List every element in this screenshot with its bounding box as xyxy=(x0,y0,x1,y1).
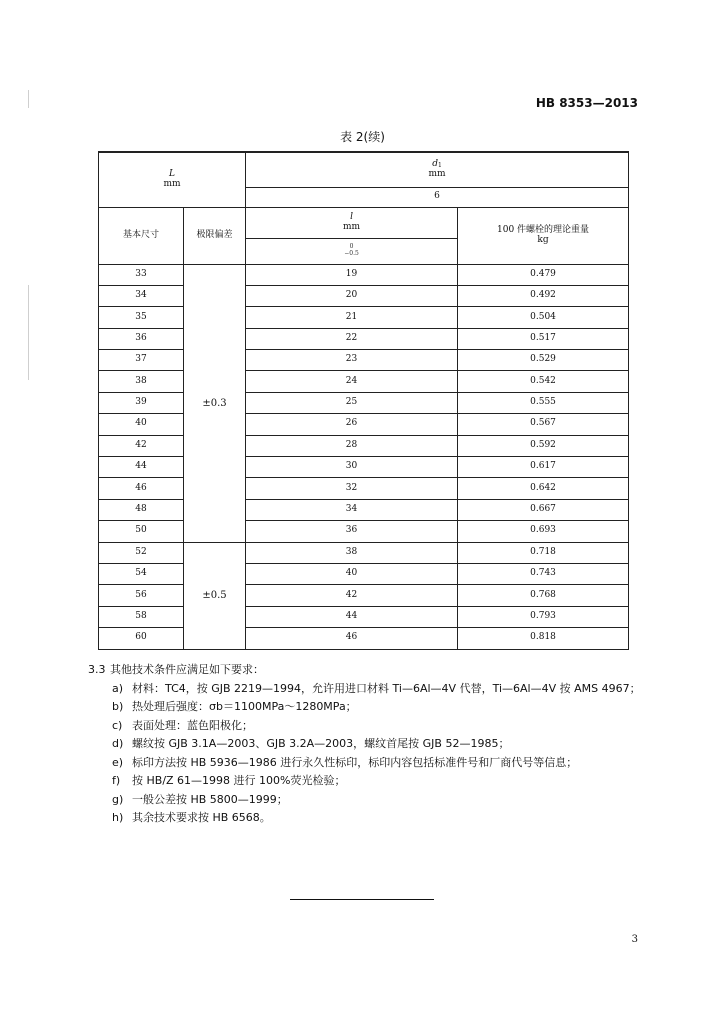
basic-size-cell: 35 xyxy=(99,307,184,328)
requirement-text: 热处理后强度：σb＝1100MPa～1280MPa； xyxy=(132,700,357,713)
table-row xyxy=(99,435,629,456)
requirement-item xyxy=(88,735,648,754)
basic-size-cell: 46 xyxy=(99,478,184,499)
thread-length-cell: 21 xyxy=(246,307,458,328)
weight-cell: 0.768 xyxy=(458,585,629,606)
basic-size-cell: 38 xyxy=(99,371,184,392)
d1-unit: mm xyxy=(428,168,446,179)
section-number: 3.3 xyxy=(88,663,106,676)
requirement-item xyxy=(88,717,648,736)
requirement-text: 其余技术要求按 HB 6568。 xyxy=(132,811,271,824)
weight-cell: 0.693 xyxy=(458,521,629,542)
requirement-label: a) xyxy=(112,681,124,695)
thread-length-cell: 24 xyxy=(246,371,458,392)
section-heading-text: 其他技术条件应满足如下要求： xyxy=(110,663,264,676)
requirement-item xyxy=(88,698,648,717)
weight-cell: 0.718 xyxy=(458,542,629,563)
requirement-label: g) xyxy=(112,792,124,806)
L-symbol: L xyxy=(169,168,175,179)
weight-cell: 0.555 xyxy=(458,392,629,413)
table-row xyxy=(99,264,629,285)
table-row xyxy=(99,328,629,349)
standard-code: HB 8353—2013 xyxy=(535,96,638,110)
requirement-item xyxy=(88,772,648,791)
l-tolerance-lower: −0.5 xyxy=(344,250,359,257)
requirement-text: 材料：TC4，按 GJB 2219—1994，允许用进口材料 Ti—6Al—4V 代替，Ti—6Al—4V 按 AMS 4967； xyxy=(132,681,641,695)
d1-header-cell xyxy=(246,152,629,187)
weight-cell: 0.479 xyxy=(458,264,629,285)
l-tolerance-cell xyxy=(246,238,458,264)
requirement-text: 表面处理：蓝色阳极化； xyxy=(132,718,253,732)
thread-length-cell: 42 xyxy=(246,585,458,606)
basic-size-cell: 37 xyxy=(99,350,184,371)
requirement-item xyxy=(88,791,648,810)
l-header-cell xyxy=(246,207,458,238)
weight-cell: 0.642 xyxy=(458,478,629,499)
weight-header-cell xyxy=(458,207,629,264)
requirement-item xyxy=(88,754,648,773)
table-row xyxy=(99,499,629,520)
requirements-heading xyxy=(88,661,648,680)
requirement-label: h) xyxy=(112,811,124,824)
basic-size-cell: 42 xyxy=(99,435,184,456)
thread-length-cell: 25 xyxy=(246,392,458,413)
basic-size-cell: 44 xyxy=(99,457,184,478)
requirement-label: c) xyxy=(112,718,123,732)
thread-length-cell: 36 xyxy=(246,521,458,542)
basic-size-cell: 50 xyxy=(99,521,184,542)
requirements-list xyxy=(88,680,648,828)
requirement-label: e) xyxy=(112,755,124,769)
table-row xyxy=(99,563,629,584)
thread-length-cell: 26 xyxy=(246,414,458,435)
basic-size-cell: 36 xyxy=(99,328,184,349)
weight-header-label: 100 件螺栓的理论重量 xyxy=(497,224,590,235)
d1-subscript: 1 xyxy=(437,161,442,169)
table-row xyxy=(99,478,629,499)
table-row xyxy=(99,307,629,328)
tolerance-cell: ±0.5 xyxy=(184,542,246,649)
L-header-cell xyxy=(99,152,246,207)
tolerance-cell: ±0.3 xyxy=(184,264,246,542)
thread-length-cell: 30 xyxy=(246,457,458,478)
thread-length-cell: 20 xyxy=(246,285,458,306)
basic-size-cell: 54 xyxy=(99,563,184,584)
table-row xyxy=(99,414,629,435)
basic-size-cell: 34 xyxy=(99,285,184,306)
l-tolerance-upper: 0 xyxy=(349,243,354,251)
weight-cell: 0.743 xyxy=(458,563,629,584)
requirement-text: 按 HB/Z 61—1998 进行 100%荧光检验； xyxy=(132,774,346,787)
spec-table xyxy=(98,151,629,650)
weight-cell: 0.529 xyxy=(458,350,629,371)
page-number: 3 xyxy=(631,934,638,945)
thread-length-cell: 22 xyxy=(246,328,458,349)
basic-size-cell: 58 xyxy=(99,606,184,627)
weight-cell: 0.492 xyxy=(458,285,629,306)
l-unit: mm xyxy=(342,221,361,232)
weight-cell: 0.617 xyxy=(458,457,629,478)
basic-size-cell: 48 xyxy=(99,499,184,520)
requirement-text: 螺纹按 GJB 3.1A—2003、GJB 3.2A—2003，螺纹首尾按 GJB 52—1985； xyxy=(132,737,510,750)
weight-cell: 0.567 xyxy=(458,414,629,435)
technical-requirements xyxy=(88,661,648,828)
requirement-label: d) xyxy=(112,737,124,750)
requirement-text: 标印方法按 HB 5936—1986 进行永久性标印，标印内容包括标准件号和厂商代号等信息； xyxy=(132,755,578,769)
table-row xyxy=(99,392,629,413)
requirement-item xyxy=(88,809,648,828)
requirement-text: 一般公差按 HB 5800—1999； xyxy=(132,792,288,806)
requirement-label: b) xyxy=(112,700,124,713)
weight-cell: 0.542 xyxy=(458,371,629,392)
weight-cell: 0.667 xyxy=(458,499,629,520)
requirement-item xyxy=(88,680,648,699)
scan-artifact-line xyxy=(28,285,29,380)
table-row xyxy=(99,350,629,371)
d1-value-cell: 6 xyxy=(246,187,629,207)
thread-length-cell: 38 xyxy=(246,542,458,563)
table-title: 表 2(续) xyxy=(340,130,385,144)
thread-length-cell: 28 xyxy=(246,435,458,456)
basic-size-cell: 52 xyxy=(99,542,184,563)
basic-size-cell: 39 xyxy=(99,392,184,413)
basic-size-cell: 60 xyxy=(99,628,184,649)
table-row xyxy=(99,371,629,392)
thread-length-cell: 46 xyxy=(246,628,458,649)
table-row xyxy=(99,285,629,306)
L-unit: mm xyxy=(163,178,181,189)
d1-symbol: d xyxy=(432,158,438,169)
thread-length-cell: 34 xyxy=(246,499,458,520)
weight-cell: 0.504 xyxy=(458,307,629,328)
footnote-rule xyxy=(290,899,434,900)
thread-length-cell: 32 xyxy=(246,478,458,499)
basic-size-cell: 33 xyxy=(99,264,184,285)
weight-unit: kg xyxy=(537,234,549,245)
weight-cell: 0.517 xyxy=(458,328,629,349)
basic-size-cell: 40 xyxy=(99,414,184,435)
table-row xyxy=(99,457,629,478)
basic-size-header: 基本尺寸 xyxy=(99,207,184,264)
weight-cell: 0.592 xyxy=(458,435,629,456)
table-row xyxy=(99,606,629,627)
weight-cell: 0.793 xyxy=(458,606,629,627)
thread-length-cell: 19 xyxy=(246,264,458,285)
l-symbol: l xyxy=(350,211,353,222)
table-row xyxy=(99,542,629,563)
basic-size-cell: 56 xyxy=(99,585,184,606)
thread-length-cell: 23 xyxy=(246,350,458,371)
thread-length-cell: 44 xyxy=(246,606,458,627)
table-row xyxy=(99,521,629,542)
requirement-label: f) xyxy=(112,774,121,787)
table-row xyxy=(99,585,629,606)
table-row xyxy=(99,628,629,649)
tolerance-header: 极限偏差 xyxy=(184,207,246,264)
thread-length-cell: 40 xyxy=(246,563,458,584)
weight-cell: 0.818 xyxy=(458,628,629,649)
